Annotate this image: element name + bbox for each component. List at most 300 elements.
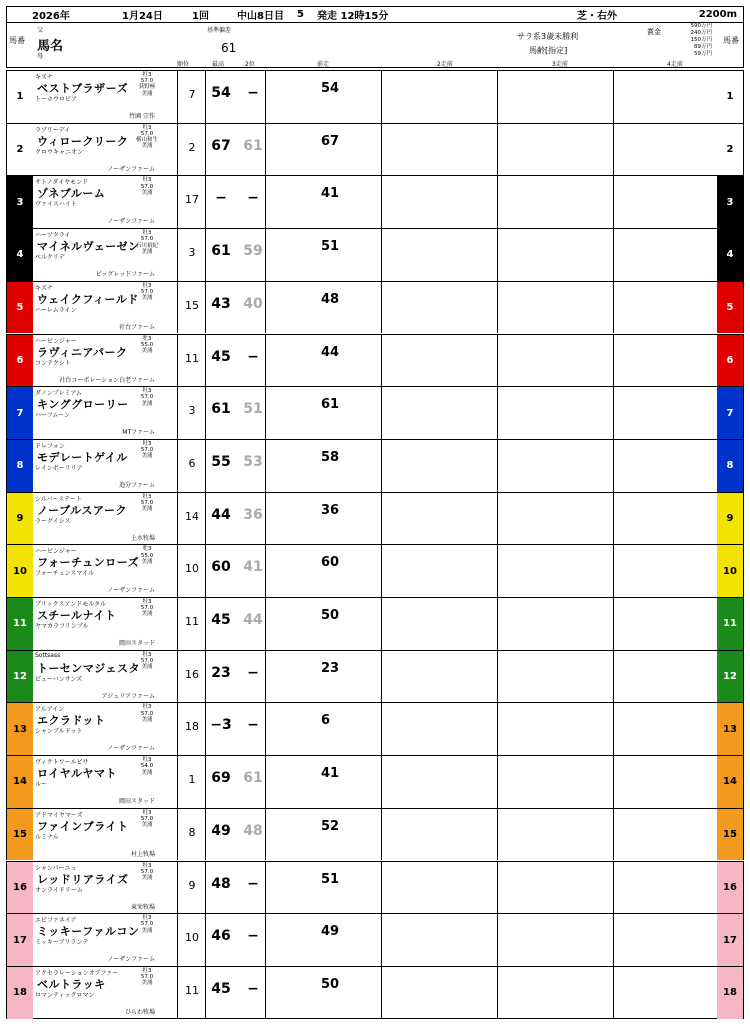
- dam-name: コンテクシト: [35, 359, 71, 367]
- prev-run-index: 49: [321, 924, 340, 940]
- horse-row: [6, 808, 744, 861]
- best-index: 49: [211, 822, 231, 839]
- col-divider: [265, 282, 266, 334]
- col-divider: [613, 703, 614, 755]
- horse-name[interactable]: ウィロークリーク: [37, 134, 129, 148]
- prev4-label: 4走前: [667, 61, 683, 68]
- horse-meta: [119, 599, 175, 618]
- second-index: 53: [243, 453, 263, 470]
- col-divider: [497, 914, 498, 966]
- breeder-name: ビッグレッドファーム: [95, 271, 155, 279]
- weight-rule: 61: [221, 41, 237, 55]
- post-number-right: 17: [717, 914, 743, 966]
- horse-row: [6, 439, 744, 492]
- rank: 8: [188, 825, 196, 839]
- col-divider: [613, 335, 614, 387]
- prev-run-index: 50: [321, 608, 340, 623]
- rank: 14: [185, 509, 199, 523]
- col-divider: [205, 176, 206, 228]
- sire-name: シルバーステート: [35, 495, 83, 503]
- post-number-right: 11: [717, 598, 743, 650]
- prev-run-1[interactable]: [269, 810, 379, 862]
- best-index: 48: [211, 875, 231, 892]
- prev-run-1[interactable]: [269, 125, 379, 177]
- prev3-label: 3走前: [552, 61, 568, 68]
- carried-weight: 57.0: [140, 816, 154, 822]
- prev-run-1[interactable]: [269, 177, 379, 229]
- sire-name: サトノダイヤモンド: [35, 179, 89, 187]
- rank: 3: [188, 246, 196, 260]
- carried-weight: 57.0: [140, 974, 154, 981]
- post-number-right: 16: [717, 862, 743, 914]
- dam-name: ヤマカラフリンプル: [35, 623, 89, 630]
- horse-meta: [119, 177, 175, 196]
- sire-name: Sottsass: [35, 651, 61, 659]
- prev-run-1[interactable]: [269, 915, 379, 967]
- horse-row: [6, 650, 744, 703]
- dam-name: レインボーリリア: [35, 464, 83, 472]
- best-index: 61: [211, 243, 231, 260]
- col-divider: [381, 493, 382, 545]
- col-divider: [613, 71, 614, 123]
- dam-name: クロウキャニオン: [35, 148, 84, 156]
- rank: 9: [188, 878, 196, 892]
- horse-row: [6, 281, 744, 334]
- sex-age: 牡3: [142, 757, 152, 764]
- second-index: −: [247, 717, 259, 734]
- horse-meta: [119, 863, 175, 882]
- second-index: −: [247, 190, 259, 207]
- prev-run-index: 58: [321, 449, 340, 465]
- second-label: 2位: [245, 61, 255, 68]
- post-number-left: 10: [7, 545, 33, 597]
- race-number: 5: [297, 9, 304, 20]
- sire-name: ブリックスアンドモルタル: [35, 601, 106, 608]
- prev-run-1[interactable]: [269, 599, 379, 651]
- horse-meta: [119, 652, 175, 671]
- prev-run-1[interactable]: [269, 336, 379, 388]
- best-index: 23: [211, 664, 231, 681]
- col-divider: [381, 440, 382, 492]
- trainer-area: 美浦: [141, 189, 153, 196]
- col-divider: [381, 545, 382, 597]
- col-divider: [265, 493, 266, 545]
- carried-weight: 57.0: [140, 921, 154, 928]
- prev-run-index: 61: [321, 397, 340, 413]
- carried-weight: 54.0: [140, 763, 154, 770]
- col-divider: [381, 124, 382, 176]
- post-number-left: 4: [7, 229, 33, 281]
- col-divider: [381, 71, 382, 123]
- carried-weight: 57.0: [140, 183, 154, 190]
- col-divider: [497, 176, 498, 228]
- col-divider: [613, 914, 614, 966]
- horse-name[interactable]: ノーブルスアーク: [37, 503, 128, 517]
- horse-name[interactable]: ミッキーファルコン: [37, 925, 140, 939]
- distance: 2200m: [698, 9, 737, 20]
- col-divider: [613, 176, 614, 228]
- dam-name: ラーグイシス: [35, 517, 71, 525]
- post-number-right: 7: [717, 387, 743, 439]
- sex-age: 牡3: [142, 915, 152, 922]
- dam-name: ピューバンサンズ: [35, 675, 83, 683]
- second-index: −: [247, 980, 259, 997]
- prev-run-1[interactable]: [269, 230, 379, 282]
- prize-label: 賞金: [647, 28, 661, 36]
- post-number-left: 13: [7, 703, 33, 755]
- second-index: −: [247, 85, 259, 101]
- post-number-right: 6: [717, 335, 743, 387]
- second-index: 59: [243, 243, 263, 260]
- post-number-left: 17: [7, 914, 33, 966]
- col-divider: [497, 862, 498, 914]
- second-index: 51: [243, 401, 263, 418]
- prize-list: [672, 23, 712, 58]
- col-divider: [497, 967, 498, 1019]
- col-divider: [205, 440, 206, 492]
- post-number-left: 1: [7, 71, 33, 123]
- col-divider: [613, 493, 614, 545]
- sire-name: キズナ: [35, 74, 53, 81]
- course: 芝・右外: [577, 11, 617, 22]
- carried-weight: 55.0: [140, 341, 154, 348]
- prize-4: 89万円: [694, 44, 712, 50]
- col-divider: [205, 493, 206, 545]
- col-divider: [497, 756, 498, 808]
- sex-age: 牡3: [142, 440, 152, 447]
- dam-name: ルー: [35, 781, 48, 789]
- sex-age: 牡3: [142, 809, 152, 816]
- race-date: 1月24日: [122, 11, 163, 22]
- col-divider: [497, 598, 498, 650]
- horse-name[interactable]: トーセンマジェスタ: [37, 661, 141, 675]
- horse-meta: [119, 283, 175, 302]
- col-divider: [177, 282, 178, 334]
- col-divider: [613, 124, 614, 176]
- post-number-left: 15: [7, 809, 33, 861]
- second-index: −: [247, 928, 259, 945]
- col-divider: [177, 335, 178, 387]
- horse-name[interactable]: ゾネブルーム: [37, 187, 106, 201]
- breeder-name: 岡田スタッド: [118, 640, 155, 647]
- horse-meta: [119, 757, 175, 776]
- col-divider: [497, 651, 498, 703]
- horse-label: 馬名: [37, 39, 64, 54]
- col-divider: [497, 440, 498, 492]
- breeder-name: MTファーム: [122, 429, 155, 437]
- breeder-name: アジュリアファーム: [101, 692, 155, 700]
- breeder-name: ノーザンファーム: [107, 218, 155, 226]
- col-divider: [265, 756, 266, 808]
- jockey: 荻野極: [138, 84, 156, 91]
- dam-name: ベルクリデ: [35, 254, 65, 262]
- horse-row: [6, 123, 744, 176]
- breeder-name: ノーザンファーム: [107, 956, 155, 964]
- post-number-left: 18: [7, 967, 33, 1019]
- col-divider: [613, 545, 614, 597]
- prev-run-index: 60: [321, 555, 340, 571]
- prev-run-index: 44: [321, 344, 340, 360]
- col-divider: [381, 387, 382, 439]
- col-divider: [265, 71, 266, 123]
- col-divider: [177, 124, 178, 176]
- prev-run-1[interactable]: [269, 72, 379, 124]
- post-time: 発走 12時15分: [317, 11, 389, 22]
- post-number-left: 12: [7, 651, 33, 703]
- horse-row: [6, 70, 744, 123]
- prev-run-index: 52: [321, 818, 340, 834]
- col-divider: [381, 598, 382, 650]
- horse-name[interactable]: ウェイクフィールド: [37, 292, 139, 306]
- post-number-right: 13: [717, 703, 743, 755]
- prev-run-1[interactable]: [269, 757, 379, 809]
- col-divider: [497, 335, 498, 387]
- horse-meta: [119, 494, 175, 513]
- trainer-area: 美浦: [141, 769, 153, 776]
- col-divider: [613, 282, 614, 334]
- carried-weight: 57.0: [140, 499, 154, 506]
- col-divider: [265, 703, 266, 755]
- rank: 7: [188, 88, 196, 101]
- prev-run-1[interactable]: [269, 494, 379, 546]
- col-divider: [381, 967, 382, 1019]
- horse-meta: [119, 704, 175, 723]
- col-divider: [205, 335, 206, 387]
- prev-run-index: 54: [321, 81, 340, 96]
- trainer-area: 美浦: [141, 664, 153, 671]
- horse-name[interactable]: フォーチュンローズ: [37, 556, 140, 570]
- prev1-label: 前走: [317, 61, 330, 68]
- horse-name[interactable]: マイネルヴェーゼン: [37, 240, 140, 254]
- sire-name: エピファネイア: [35, 917, 77, 925]
- breeder-name: ノーザンファーム: [107, 165, 155, 173]
- horse-name[interactable]: ファインブライト: [37, 819, 129, 833]
- post-number-left: 14: [7, 756, 33, 808]
- best-index: 44: [211, 506, 231, 523]
- trainer-area: 美浦: [141, 558, 153, 565]
- breeder-name: ノーザンファーム: [107, 587, 155, 595]
- trainer-area: 美浦: [141, 90, 153, 97]
- col-divider: [205, 545, 206, 597]
- prev-run-1[interactable]: [269, 441, 379, 493]
- col-divider: [265, 335, 266, 387]
- post-number-right: 2: [717, 124, 743, 176]
- sire-name: ダノンプレミアム: [35, 390, 82, 398]
- post-number-right: 3: [717, 176, 743, 228]
- dam-name: トーホウロビア: [35, 96, 78, 103]
- header-body: [7, 23, 743, 67]
- horse-name[interactable]: ロイヤルヤマト: [37, 767, 118, 781]
- prev-run-1[interactable]: [269, 388, 379, 440]
- breeder-name: 社台コーポレーション白老ファーム: [59, 376, 155, 384]
- col-divider: [613, 229, 614, 281]
- col-divider: [205, 756, 206, 808]
- jockey: 石川裕紀: [135, 242, 158, 249]
- horse-name[interactable]: レッドリアライズ: [37, 872, 129, 886]
- post-number-left: 3: [7, 176, 33, 228]
- post-number-right: 10: [717, 545, 743, 597]
- sex-age: 牡3: [142, 704, 152, 711]
- prev-run-index: 67: [321, 133, 340, 149]
- breeder-name: 竹園 宗作: [129, 113, 155, 120]
- race-kai: 1回: [192, 11, 209, 22]
- sire-name: ハービンジャー: [35, 337, 77, 345]
- col-divider: [205, 124, 206, 176]
- col-divider: [613, 967, 614, 1019]
- col-divider: [497, 493, 498, 545]
- carried-weight: 57.0: [140, 605, 154, 612]
- col-divider: [613, 809, 614, 861]
- post-number-right: 15: [717, 809, 743, 861]
- sex-age: 牡3: [142, 862, 152, 869]
- race-venue: 中山8日目: [237, 11, 284, 22]
- best-index: −3: [210, 717, 232, 734]
- sex-age: 牡3: [142, 282, 152, 289]
- best-index: 60: [211, 559, 231, 576]
- col-divider: [205, 387, 206, 439]
- prev-run-index: 50: [321, 976, 340, 992]
- sire-name: アドマイヤマーズ: [35, 811, 83, 819]
- prize-5: 59万円: [694, 51, 712, 57]
- best-index: 54: [211, 85, 231, 101]
- horse-meta: [119, 810, 175, 829]
- col-divider: [205, 598, 206, 650]
- trainer-area: 美浦: [141, 611, 153, 618]
- prev-run-index: 41: [321, 766, 340, 782]
- second-index: 61: [243, 137, 263, 154]
- col-divider: [381, 809, 382, 861]
- horse-row: [6, 386, 744, 439]
- rank: 15: [185, 298, 199, 312]
- race-header: [6, 6, 744, 68]
- best-index: 67: [211, 137, 231, 154]
- sire-name: シャンパーニュ: [35, 864, 77, 872]
- prev-run-index: 48: [321, 291, 340, 307]
- post-number-left: 5: [7, 282, 33, 334]
- prev-run-1[interactable]: [269, 863, 379, 915]
- prev-run-1[interactable]: [269, 283, 379, 335]
- father-label: 父: [37, 27, 44, 34]
- dam-name: ヴァイスハイト: [35, 201, 77, 209]
- col-divider: [265, 387, 266, 439]
- col-divider: [381, 703, 382, 755]
- horse-row: [6, 597, 744, 650]
- sex-age: 牡3: [142, 967, 152, 974]
- col-divider: [613, 387, 614, 439]
- sex-age: 牡3: [142, 493, 152, 500]
- prev-run-index: 51: [321, 871, 340, 887]
- col-divider: [205, 282, 206, 334]
- prev-run-1[interactable]: [269, 546, 379, 598]
- prev-run-index: 36: [321, 502, 340, 518]
- sire-name: ラブリーデイ: [35, 126, 71, 134]
- horse-name[interactable]: ラヴィニアパーク: [37, 345, 128, 359]
- sire-name: キズナ: [35, 284, 53, 292]
- col-divider: [177, 967, 178, 1019]
- best-index: 61: [211, 401, 231, 418]
- horse-name[interactable]: エクラドット: [37, 714, 106, 728]
- horse-name[interactable]: スチールナイト: [37, 609, 117, 622]
- col-divider: [381, 862, 382, 914]
- prev-run-1[interactable]: [269, 968, 379, 1020]
- col-divider: [381, 176, 382, 228]
- best-index: 55: [211, 453, 231, 470]
- dam-name: フォーチュンスマイル: [35, 570, 95, 578]
- horse-name[interactable]: ベストブラザーズ: [37, 82, 129, 95]
- breeder-name: 追分ファーム: [119, 481, 155, 489]
- carried-weight: 57.0: [140, 289, 154, 295]
- horse-row: [6, 966, 744, 1019]
- col-divider: [381, 651, 382, 703]
- col-divider: [205, 862, 206, 914]
- col-divider: [177, 756, 178, 808]
- second-index: 41: [243, 559, 263, 576]
- post-number-left: 8: [7, 440, 33, 492]
- sire-name: ハービンジャー: [35, 548, 77, 556]
- carried-weight: 57.0: [140, 447, 154, 454]
- col-divider: [265, 862, 266, 914]
- sex-age: 牡3: [142, 651, 152, 658]
- dam-name: ルミナル: [35, 833, 59, 841]
- dam-name: ミッキーブリランテ: [35, 939, 89, 947]
- sex-age: 牝3: [142, 546, 152, 553]
- trainer-area: 美浦: [141, 453, 153, 460]
- trainer-area: 美浦: [141, 822, 153, 829]
- second-index: 48: [243, 822, 263, 839]
- breeder-name: ひらわ牧場: [124, 1008, 155, 1016]
- post-number-left: 16: [7, 862, 33, 914]
- col-divider: [613, 756, 614, 808]
- col-divider: [497, 124, 498, 176]
- rank: 18: [185, 720, 199, 734]
- col-divider: [177, 703, 178, 755]
- col-divider: [381, 229, 382, 281]
- col-divider: [265, 229, 266, 281]
- col-divider: [265, 598, 266, 650]
- prev-run-1[interactable]: [269, 652, 379, 704]
- col-divider: [177, 176, 178, 228]
- horse-row: [6, 702, 744, 755]
- col-divider: [177, 914, 178, 966]
- rank-label: 順位: [177, 61, 190, 68]
- trainer-area: 美浦: [141, 506, 153, 512]
- col-divider: [205, 967, 206, 1019]
- horse-name[interactable]: キンググローリー: [37, 398, 129, 412]
- col-divider: [265, 809, 266, 861]
- rank: 3: [188, 404, 196, 418]
- horse-meta: [119, 336, 175, 355]
- carried-weight: 55.0: [140, 552, 154, 559]
- col-divider: [177, 440, 178, 492]
- breeder-name: 岡田スタッド: [118, 798, 155, 806]
- col-divider: [265, 440, 266, 492]
- prev-run-1[interactable]: [269, 704, 379, 756]
- second-index: 44: [243, 612, 263, 628]
- horse-name[interactable]: ベルトラッキ: [37, 977, 106, 991]
- col-divider: [177, 229, 178, 281]
- horse-name[interactable]: モデレートゲイル: [37, 450, 128, 464]
- breeder-name: 社台ファーム: [119, 323, 155, 331]
- col-divider: [177, 809, 178, 861]
- sex-age: 牡3: [142, 177, 152, 184]
- post-number-right: 18: [717, 967, 743, 1019]
- second-index: 40: [243, 295, 263, 312]
- post-number-left: 7: [7, 387, 33, 439]
- col-divider: [177, 651, 178, 703]
- prev-run-index: 51: [321, 239, 340, 255]
- race-class: サラ系3歳未勝利: [517, 32, 579, 41]
- post-number-right: 5: [717, 282, 743, 334]
